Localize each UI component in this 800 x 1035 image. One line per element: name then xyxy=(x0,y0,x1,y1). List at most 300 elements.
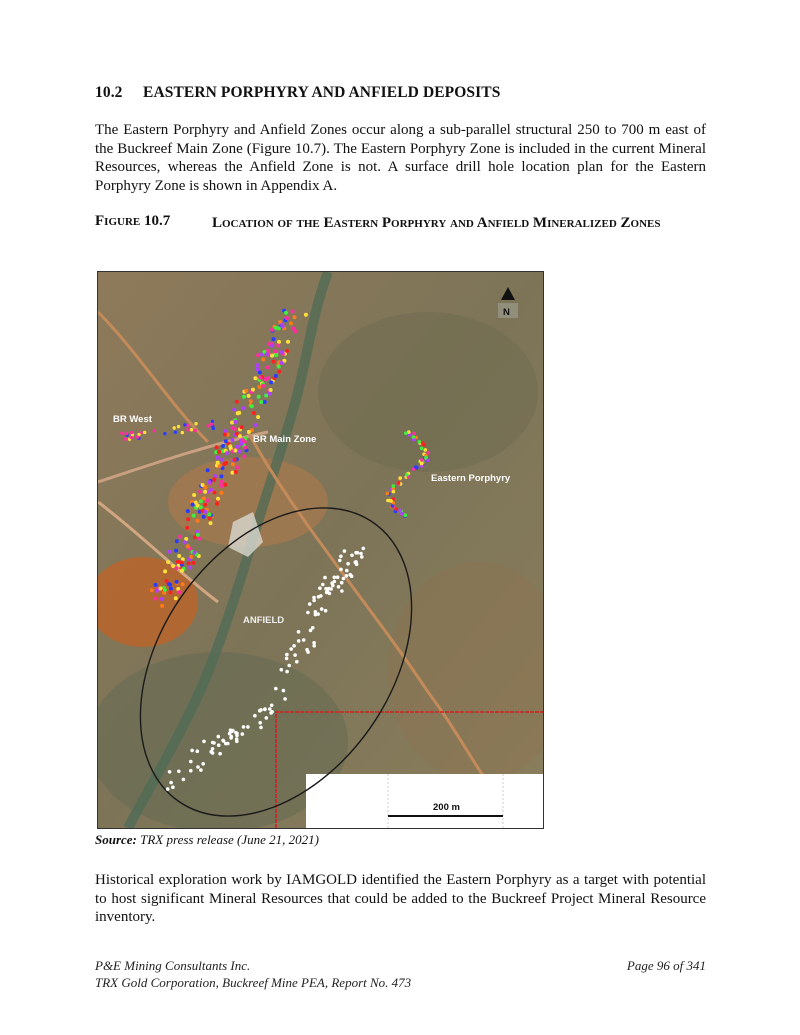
drill-hole-marker xyxy=(253,376,257,380)
scale-bar-box xyxy=(306,774,543,828)
drill-hole-marker xyxy=(386,492,390,496)
drill-hole-marker xyxy=(412,432,416,436)
drill-hole-marker xyxy=(191,503,195,507)
drill-hole-marker xyxy=(201,483,205,487)
drill-hole-marker xyxy=(125,432,128,435)
drill-hole-marker xyxy=(404,431,408,435)
drill-hole-marker xyxy=(269,388,273,392)
drill-hole-marker xyxy=(312,641,316,645)
drill-hole-marker xyxy=(306,650,310,654)
footer-company: P&E Mining Consultants Inc. xyxy=(95,958,251,973)
drill-hole-marker xyxy=(221,444,225,448)
drill-hole-marker xyxy=(236,465,240,469)
drill-hole-marker xyxy=(340,581,344,585)
drill-hole-marker xyxy=(321,583,325,587)
drill-hole-marker xyxy=(354,560,358,564)
drill-hole-marker xyxy=(189,769,193,773)
drill-hole-marker xyxy=(191,561,195,565)
drill-hole-marker xyxy=(270,328,274,332)
drill-hole-marker xyxy=(420,458,424,462)
drill-hole-marker xyxy=(177,554,181,558)
drill-hole-marker xyxy=(194,429,197,432)
drill-hole-marker xyxy=(217,735,221,739)
drill-hole-marker xyxy=(211,741,215,745)
drill-hole-marker xyxy=(215,445,219,449)
drill-hole-marker xyxy=(420,447,424,451)
drill-hole-marker xyxy=(219,480,223,484)
drill-hole-marker xyxy=(289,321,293,325)
drill-hole-marker xyxy=(218,752,222,756)
drill-hole-marker xyxy=(174,596,178,600)
drill-hole-marker xyxy=(216,497,220,501)
footer-line-1 xyxy=(95,958,706,974)
drill-hole-marker xyxy=(166,560,170,564)
drill-hole-marker xyxy=(206,499,210,503)
drill-hole-marker xyxy=(163,432,166,435)
drill-hole-marker xyxy=(174,566,178,570)
drill-hole-marker xyxy=(203,490,207,494)
drill-hole-marker xyxy=(204,510,208,514)
drill-hole-marker xyxy=(276,344,280,348)
scale-label: 200 m xyxy=(433,802,460,813)
drill-hole-marker xyxy=(283,697,287,701)
drill-hole-marker xyxy=(230,438,234,442)
drill-hole-marker xyxy=(265,716,269,720)
drill-hole-marker xyxy=(280,350,284,354)
drill-hole-marker xyxy=(211,420,214,423)
drill-hole-marker xyxy=(241,732,245,736)
drill-hole-marker xyxy=(242,454,246,458)
section-heading xyxy=(95,84,500,102)
drill-hole-marker xyxy=(120,432,123,435)
drill-hole-marker xyxy=(250,404,254,408)
drill-hole-marker xyxy=(189,555,193,559)
drill-hole-marker xyxy=(163,588,167,592)
drill-hole-marker xyxy=(311,626,315,630)
drill-hole-marker xyxy=(235,740,239,744)
drill-hole-marker xyxy=(312,596,316,600)
drill-hole-marker xyxy=(339,555,343,559)
drill-hole-marker xyxy=(186,517,190,521)
drill-hole-marker xyxy=(182,778,186,782)
drill-hole-marker xyxy=(252,411,256,415)
drill-hole-marker xyxy=(233,427,237,431)
drill-hole-marker xyxy=(246,725,250,729)
drill-hole-marker xyxy=(222,462,226,466)
drill-hole-marker xyxy=(255,363,259,367)
drill-hole-marker xyxy=(209,488,213,492)
drill-hole-marker xyxy=(232,408,236,412)
drill-hole-marker xyxy=(196,519,200,523)
drill-hole-marker xyxy=(202,740,206,744)
drill-hole-marker xyxy=(256,415,260,419)
source-text: TRX press release (June 21, 2021) xyxy=(140,832,319,847)
drill-hole-marker xyxy=(175,580,179,584)
drill-hole-marker xyxy=(247,430,251,434)
figure-source xyxy=(95,832,319,848)
drill-hole-marker xyxy=(234,470,238,474)
drill-hole-marker xyxy=(274,350,278,354)
drill-hole-marker xyxy=(174,549,178,553)
drill-hole-marker xyxy=(198,490,202,494)
drill-hole-marker xyxy=(183,540,187,544)
drill-hole-marker xyxy=(196,533,200,537)
drill-hole-marker xyxy=(389,499,393,503)
drill-hole-marker xyxy=(154,583,158,587)
drill-hole-marker xyxy=(345,574,349,578)
drill-hole-marker xyxy=(194,422,197,425)
drill-hole-marker xyxy=(293,329,297,333)
drill-hole-marker xyxy=(186,424,189,427)
drill-hole-marker xyxy=(201,762,205,766)
drill-hole-marker xyxy=(350,574,354,578)
drill-hole-marker xyxy=(240,442,244,446)
drill-hole-marker xyxy=(346,562,350,566)
drill-hole-marker xyxy=(163,569,167,573)
drill-hole-marker xyxy=(270,710,274,714)
drill-hole-marker xyxy=(223,483,227,487)
footer-report: TRX Gold Corporation, Buckreef Mine PEA, Report No. 473 xyxy=(95,975,412,990)
drill-hole-marker xyxy=(193,551,197,555)
drill-hole-marker xyxy=(261,357,265,361)
drill-hole-marker xyxy=(165,579,169,583)
figure-caption-text: Location of the Eastern Porphyry and Anfield Mineralized Zones xyxy=(212,215,661,231)
drill-hole-marker xyxy=(223,429,227,433)
drill-hole-marker xyxy=(216,461,220,465)
drill-hole-marker xyxy=(243,446,247,450)
drill-hole-marker xyxy=(196,765,200,769)
drill-hole-marker xyxy=(219,474,223,478)
drill-hole-marker xyxy=(242,395,246,399)
drill-hole-marker xyxy=(318,586,322,590)
drill-hole-marker xyxy=(181,582,185,586)
drill-hole-marker xyxy=(230,421,234,425)
drill-hole-marker xyxy=(169,781,173,785)
drill-hole-marker xyxy=(155,589,159,593)
drill-hole-marker xyxy=(404,513,408,517)
drill-hole-marker xyxy=(258,376,262,380)
drill-hole-marker xyxy=(421,441,425,445)
drill-hole-marker xyxy=(256,367,260,371)
drill-hole-marker xyxy=(386,499,390,503)
anfield-label: ANFIELD xyxy=(243,615,285,626)
drill-hole-marker xyxy=(197,537,201,541)
drill-hole-marker xyxy=(339,568,343,572)
drill-hole-marker xyxy=(202,515,206,519)
drill-hole-marker xyxy=(264,394,268,398)
drill-hole-marker xyxy=(220,491,224,495)
drill-hole-marker xyxy=(266,376,270,380)
drill-hole-marker xyxy=(342,577,346,581)
drill-hole-marker xyxy=(323,576,327,580)
drill-hole-marker xyxy=(259,726,263,730)
drill-hole-marker xyxy=(190,749,194,753)
drill-hole-marker xyxy=(174,431,177,434)
drill-hole-marker xyxy=(212,427,215,430)
drill-hole-marker xyxy=(224,439,228,443)
drill-hole-marker xyxy=(171,785,175,789)
drill-hole-marker xyxy=(277,370,281,374)
drill-hole-marker xyxy=(206,468,210,472)
drill-hole-marker xyxy=(249,399,253,403)
drill-hole-marker xyxy=(203,503,207,507)
drill-hole-marker xyxy=(186,428,189,431)
drill-hole-marker xyxy=(124,438,127,441)
drill-hole-marker xyxy=(267,342,271,346)
drill-hole-marker xyxy=(269,380,273,384)
drill-hole-marker xyxy=(177,770,181,774)
drill-hole-marker xyxy=(392,490,396,494)
drill-hole-marker xyxy=(215,502,219,506)
footer-page-number: Page 96 of 341 xyxy=(626,958,706,973)
drill-hole-marker xyxy=(186,509,190,513)
drill-hole-marker xyxy=(308,602,312,606)
drill-hole-marker xyxy=(274,687,278,691)
drill-hole-marker xyxy=(176,560,180,564)
drill-hole-marker xyxy=(337,585,341,589)
drill-hole-marker xyxy=(189,760,193,764)
drill-hole-marker xyxy=(304,313,308,317)
drill-hole-marker xyxy=(292,644,296,648)
section-number: 10.2 xyxy=(95,84,123,101)
drill-hole-marker xyxy=(143,431,146,434)
drill-hole-marker xyxy=(160,604,164,608)
drill-hole-marker xyxy=(280,323,284,327)
drill-hole-marker xyxy=(180,569,184,573)
drill-hole-marker xyxy=(196,749,200,753)
drill-hole-marker xyxy=(209,521,213,525)
drill-hole-marker xyxy=(345,569,349,573)
drill-hole-marker xyxy=(177,425,180,428)
drill-hole-marker xyxy=(282,689,286,693)
drill-hole-marker xyxy=(173,426,176,429)
drill-hole-marker xyxy=(230,471,234,475)
drill-hole-marker xyxy=(235,432,239,436)
drill-hole-marker xyxy=(266,365,270,369)
drill-hole-marker xyxy=(284,311,288,315)
drill-hole-marker xyxy=(277,340,281,344)
drill-hole-marker xyxy=(180,560,184,564)
drill-hole-marker xyxy=(251,388,255,392)
source-label: Source: xyxy=(95,832,137,847)
map-image xyxy=(98,272,543,828)
drill-hole-marker xyxy=(181,431,184,434)
drill-hole-marker xyxy=(153,429,156,432)
location-map xyxy=(97,271,544,829)
drill-hole-marker xyxy=(265,352,269,356)
drill-hole-marker xyxy=(274,326,278,330)
drill-hole-marker xyxy=(263,707,267,711)
drill-hole-marker xyxy=(221,739,225,743)
drill-hole-marker xyxy=(168,583,172,587)
drill-hole-marker xyxy=(427,451,431,455)
drill-hole-marker xyxy=(324,609,328,613)
drill-hole-marker xyxy=(405,473,409,477)
br-west-label: BR West xyxy=(113,414,152,425)
body-paragraph: Historical exploration work by IAMGOLD identified the Eastern Porphyry as a target with potential to host significant Mineral Resources that could be added to the Buckreef Project Mineral Resource inventory. xyxy=(95,872,706,925)
drill-hole-marker xyxy=(360,555,364,559)
drill-hole-marker xyxy=(286,340,290,344)
drill-hole-marker xyxy=(153,597,157,601)
drill-hole-marker xyxy=(185,526,189,530)
drill-hole-marker xyxy=(258,385,262,389)
north-label: N xyxy=(503,307,510,318)
br-main-label: BR Main Zone xyxy=(253,434,317,445)
drill-hole-marker xyxy=(320,607,324,611)
drill-hole-marker xyxy=(398,509,402,513)
drill-hole-marker xyxy=(302,638,306,642)
drill-hole-marker xyxy=(130,431,133,434)
drill-hole-marker xyxy=(217,450,221,454)
drill-hole-marker xyxy=(254,423,258,427)
drill-hole-marker xyxy=(230,730,234,734)
drill-hole-marker xyxy=(241,438,245,442)
drill-hole-marker xyxy=(295,660,299,664)
drill-hole-marker xyxy=(212,477,216,481)
drill-hole-marker xyxy=(219,484,223,488)
drill-hole-marker xyxy=(202,496,206,500)
drill-hole-marker xyxy=(244,389,248,393)
drill-hole-marker xyxy=(208,513,212,517)
drill-hole-marker xyxy=(169,590,173,594)
drill-hole-marker xyxy=(136,435,139,438)
drill-hole-marker xyxy=(228,444,232,448)
drill-hole-marker xyxy=(130,436,133,439)
drill-hole-marker xyxy=(274,353,278,357)
drill-hole-marker xyxy=(233,449,237,453)
drill-hole-marker xyxy=(150,588,154,592)
drill-hole-marker xyxy=(395,507,399,511)
drill-hole-marker xyxy=(240,425,244,429)
eastern-porphyry-label: Eastern Porphyry xyxy=(431,473,511,484)
drill-hole-marker xyxy=(217,743,221,747)
drill-hole-marker xyxy=(186,544,190,548)
drill-hole-marker xyxy=(259,400,263,404)
drill-hole-marker xyxy=(317,595,321,599)
drill-hole-marker xyxy=(199,768,203,772)
drill-hole-marker xyxy=(343,549,347,553)
drill-hole-marker xyxy=(333,576,337,580)
drill-hole-marker xyxy=(192,493,196,497)
section-title: EASTERN PORPHYRY AND ANFIELD DEPOSITS xyxy=(143,84,501,101)
drill-hole-marker xyxy=(391,504,395,508)
drill-hole-marker xyxy=(168,770,172,774)
drill-hole-marker xyxy=(272,337,276,341)
drill-hole-marker xyxy=(285,316,289,320)
drill-hole-marker xyxy=(167,550,171,554)
drill-hole-marker xyxy=(359,552,363,556)
drill-hole-marker xyxy=(233,458,237,462)
drill-hole-marker xyxy=(183,423,186,426)
drill-hole-marker xyxy=(207,480,211,484)
drill-hole-marker xyxy=(398,476,402,480)
drill-hole-marker xyxy=(280,668,284,672)
drill-hole-marker xyxy=(159,587,163,591)
drill-hole-marker xyxy=(235,400,239,404)
drill-hole-marker xyxy=(289,647,293,651)
drill-hole-marker xyxy=(306,611,310,615)
drill-hole-marker xyxy=(178,590,182,594)
drill-hole-marker xyxy=(235,734,239,738)
drill-hole-marker xyxy=(291,310,295,314)
figure-label: Figure 10.7 xyxy=(95,213,171,229)
drill-hole-marker xyxy=(192,514,196,518)
drill-hole-marker xyxy=(424,448,428,452)
vegetation-patch xyxy=(318,312,538,472)
drill-hole-marker xyxy=(160,597,164,601)
drill-hole-marker xyxy=(263,400,267,404)
drill-hole-marker xyxy=(340,589,344,593)
drill-hole-marker xyxy=(297,639,301,643)
drill-hole-marker xyxy=(285,670,289,674)
drill-hole-marker xyxy=(285,653,289,657)
drill-hole-marker xyxy=(220,458,224,462)
drill-hole-marker xyxy=(223,433,227,437)
drill-hole-marker xyxy=(285,657,289,661)
drill-hole-marker xyxy=(199,499,203,503)
drill-hole-marker xyxy=(236,411,240,415)
drill-hole-marker xyxy=(272,360,276,364)
drill-hole-marker xyxy=(236,445,240,449)
drill-hole-marker xyxy=(206,424,209,427)
drill-hole-marker xyxy=(247,394,251,398)
drill-hole-marker xyxy=(277,365,281,369)
drill-hole-marker xyxy=(330,581,334,585)
drill-hole-marker xyxy=(270,704,274,708)
drill-hole-marker xyxy=(188,566,192,570)
drill-hole-marker xyxy=(253,714,257,718)
drill-hole-marker xyxy=(216,456,220,460)
drill-hole-marker xyxy=(225,451,229,455)
drill-hole-marker xyxy=(261,384,265,388)
drill-hole-marker xyxy=(274,374,278,378)
drill-hole-marker xyxy=(418,440,422,444)
drill-hole-marker xyxy=(213,490,217,494)
drill-hole-marker xyxy=(336,575,340,579)
drill-hole-marker xyxy=(259,708,263,712)
intro-paragraph: The Eastern Porphyry and Anfield Zones occur along a sub-parallel structural 250 to 700 m east of the Buckreef Main Zone (Figure 10.7). The Eastern Porphyry Zone is included in the current Mineral Resources, whereas the Anfield Zone is not. A surface drill hole location plan for the Eastern Porphyry Zone is shown in Appendix A. xyxy=(95,122,706,194)
drill-hole-marker xyxy=(362,547,366,551)
drill-hole-marker xyxy=(190,428,193,431)
drill-hole-marker xyxy=(256,353,260,357)
drill-hole-marker xyxy=(234,420,238,424)
drill-hole-marker xyxy=(287,664,291,668)
drill-hole-marker xyxy=(297,630,301,634)
drill-hole-marker xyxy=(326,590,330,594)
drill-hole-marker xyxy=(209,750,213,754)
drill-hole-marker xyxy=(392,484,396,488)
drill-hole-marker xyxy=(268,707,272,711)
footer-line-2 xyxy=(95,975,706,991)
drill-hole-marker xyxy=(166,787,170,791)
drill-hole-marker xyxy=(178,535,182,539)
drill-hole-marker xyxy=(293,315,297,319)
figure-caption xyxy=(95,213,661,231)
drill-hole-marker xyxy=(258,371,262,375)
drill-hole-marker xyxy=(169,587,173,591)
drill-hole-marker xyxy=(241,406,245,410)
drill-hole-marker xyxy=(199,505,203,509)
drill-hole-marker xyxy=(187,561,191,565)
drill-hole-marker xyxy=(285,349,289,353)
drill-hole-marker xyxy=(415,466,419,470)
drill-hole-marker xyxy=(412,435,416,439)
drill-hole-marker xyxy=(293,653,297,657)
drill-hole-marker xyxy=(400,512,404,516)
drill-hole-marker xyxy=(238,450,242,454)
drill-hole-marker xyxy=(356,551,360,555)
drill-hole-marker xyxy=(175,539,179,543)
